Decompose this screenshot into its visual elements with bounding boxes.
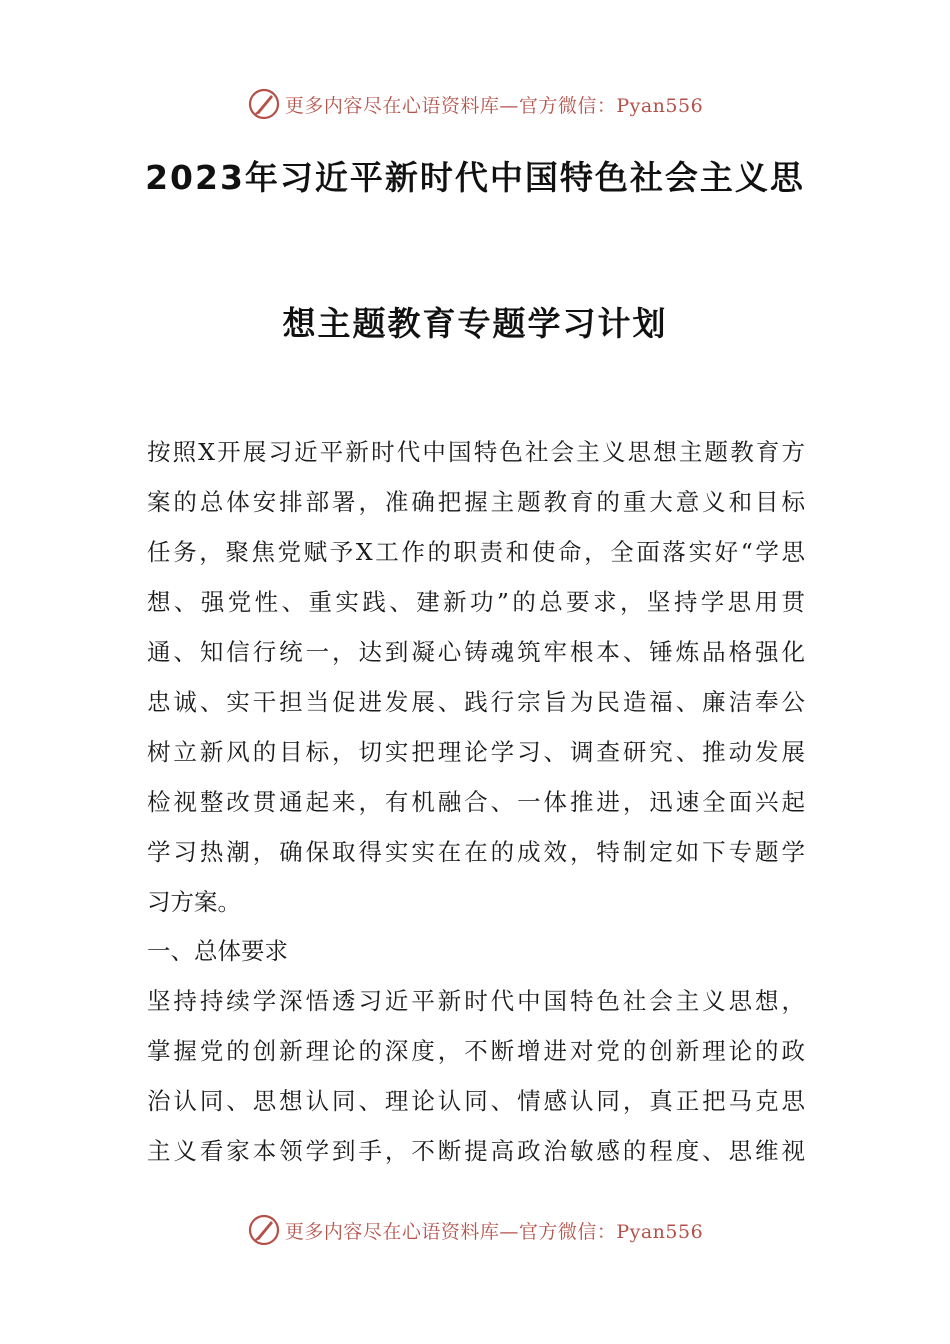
document-title-line-1: 2023年习近平新时代中国特色社会主义思 xyxy=(145,158,805,197)
quill-logo-icon xyxy=(247,1213,281,1247)
watermark-text: 更多内容尽在心语资料库—官方微信：Pyan556 xyxy=(284,1220,704,1243)
paragraph-line: 按照X开展习近平新时代中国特色社会主义思想主题教育方 xyxy=(147,438,805,466)
section-heading: 一、总体要求 xyxy=(147,937,288,965)
paragraph-line: 坚持持续学深悟透习近平新时代中国特色社会主义思想， xyxy=(147,987,805,1015)
paragraph-line: 掌握党的创新理论的深度，不断增进对党的创新理论的政 xyxy=(147,1037,805,1065)
watermark-banner-bottom xyxy=(0,1210,950,1250)
paragraph-line: 习方案。 xyxy=(147,888,241,916)
paragraph-line: 治认同、思想认同、理论认同、情感认同，真正把马克思 xyxy=(147,1087,805,1115)
paragraph-line: 学习热潮，确保取得实实在在的成效，特制定如下专题学 xyxy=(147,838,805,866)
paragraph-line: 主义看家本领学到手，不断提高政治敏感的程度、思维视 xyxy=(147,1137,805,1165)
paragraph-line: 树立新风的目标，切实把理论学习、调查研究、推动发展 xyxy=(147,738,805,766)
document-title-line-2: 想主题教育专题学习计划 xyxy=(282,304,668,343)
paragraph-line: 任务，聚焦党赋予X工作的职责和使命，全面落实好“学思 xyxy=(147,538,805,566)
quill-logo-icon xyxy=(247,87,281,121)
paragraph-line: 忠诚、实干担当促进发展、践行宗旨为民造福、廉洁奉公 xyxy=(147,688,805,716)
paragraph-line: 案的总体安排部署，准确把握主题教育的重大意义和目标 xyxy=(147,488,805,516)
paragraph-line: 检视整改贯通起来，有机融合、一体推进，迅速全面兴起 xyxy=(147,788,805,816)
paragraph-line: 通、知信行统一，达到凝心铸魂筑牢根本、锤炼品格强化 xyxy=(147,638,805,666)
watermark-text: 更多内容尽在心语资料库—官方微信：Pyan556 xyxy=(284,94,704,117)
watermark-banner-top xyxy=(0,84,950,124)
paragraph-line: 想、强党性、重实践、建新功”的总要求，坚持学思用贯 xyxy=(147,588,805,616)
